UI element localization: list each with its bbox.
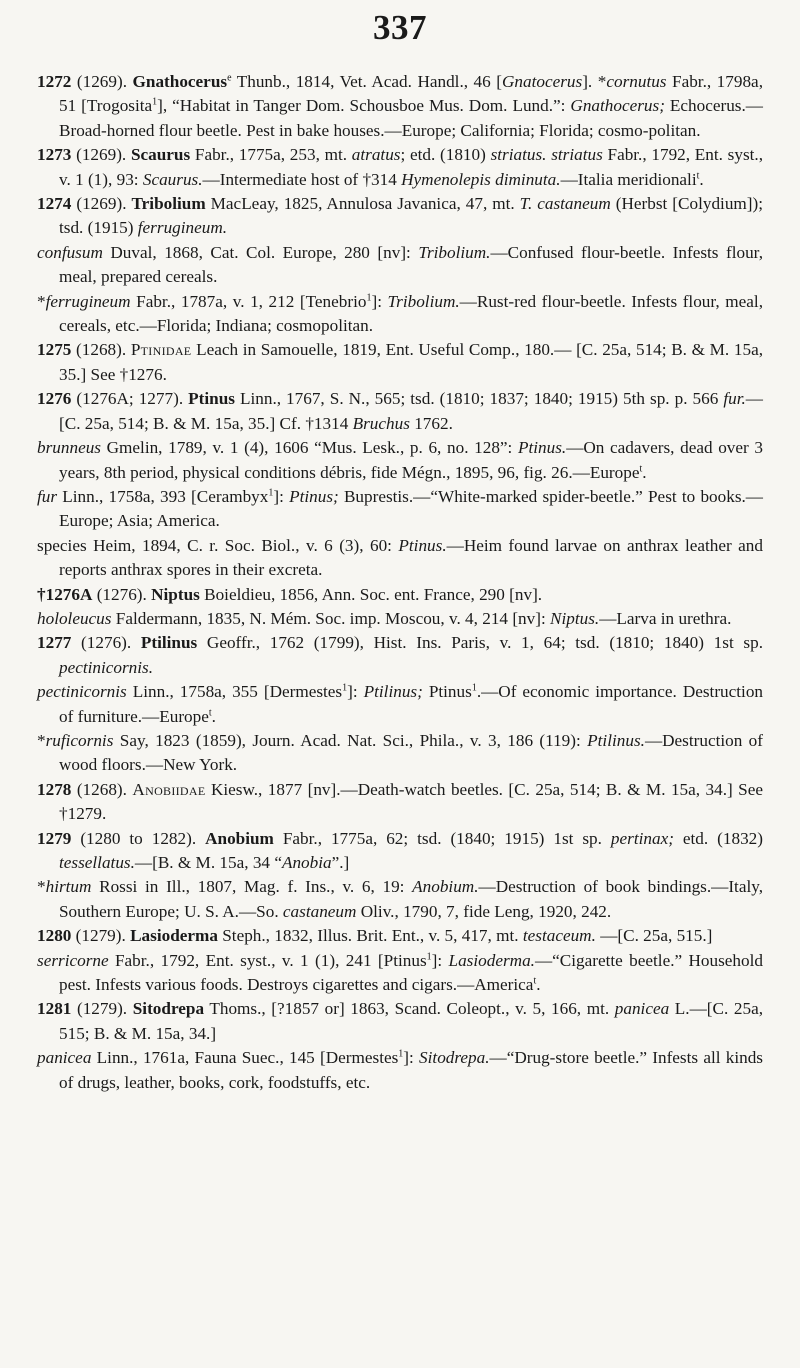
entry-text: Rossi in Ill., 1807, Mag. f. Ins., v. 6, 19: <box>91 877 413 897</box>
entry-text: ”.] <box>331 853 350 872</box>
entry-text: —“Drug-store beetle.” Infests all kinds of drugs, leather, books, cork, foodstuffs, etc. <box>59 1048 763 1092</box>
family-name: Anobiidae <box>132 779 206 799</box>
entry-number: 1273 <box>37 145 72 165</box>
genus-entry <box>37 192 763 241</box>
entry-text: Fabr., 1787a, v. 1, 212 [Tenebrio <box>130 291 367 311</box>
entry-text: Fabr., 1775a, 253, mt. <box>190 145 352 165</box>
species-entry <box>37 680 763 729</box>
entry-text: —Heim found larvae on anthrax leather and reports anthrax spores in their excreta. <box>59 535 763 580</box>
entry-text: 1762. <box>409 413 453 433</box>
taxon-name: Ptilinus; <box>363 682 423 702</box>
entry-text: —Intermediate host of †314 <box>202 169 402 189</box>
entry-text: Steph., 1832, Illus. Brit. Ent., v. 5, 417, mt. <box>217 926 523 946</box>
superscript: 1 <box>471 682 477 694</box>
entry-text: ], “Habitat in Tanger Dom. Schousboe Mus. Dom. Lund.”: <box>157 96 571 116</box>
taxon-name: striatus <box>551 145 603 165</box>
taxon-name: Bruchus <box>352 413 410 433</box>
genus-name: Tribolium <box>131 194 206 214</box>
genus-name: Scaurus <box>130 145 191 165</box>
entry-text: MacLeay, 1825, Annulosa Javanica, 47, mt. <box>205 194 520 214</box>
species-entry <box>37 436 763 485</box>
taxon-name: panicea <box>614 999 670 1019</box>
superscript: 1 <box>398 1048 404 1060</box>
entry-text: —[B. & M. 15a, 34 “ <box>134 853 282 872</box>
genus-entry <box>37 924 763 948</box>
entry-number: †1276A <box>37 584 93 604</box>
taxon-name: atratus <box>351 145 401 165</box>
taxon-name: pertinax; <box>610 828 674 848</box>
taxon-name: Hymenolepis diminuta. <box>401 169 561 189</box>
genus-entry <box>37 338 763 387</box>
taxon-name: panicea <box>37 1048 92 1068</box>
taxon-name: Gnathocerus; <box>570 96 665 116</box>
family-name: Ptinidae <box>130 340 192 360</box>
entry-text: Ptinus <box>422 682 472 702</box>
entry-text: Faldermann, 1835, N. Mém. Soc. imp. Moscou, v. 4, 214 [nv]: <box>111 608 551 628</box>
superscript: t <box>533 975 537 987</box>
entry-text: (1279). <box>71 926 131 946</box>
entry-text: (Herbst [Colydium]); tsd. (1915) <box>59 194 764 238</box>
entry-text: (1268). <box>71 340 131 360</box>
superscript: 1 <box>152 96 158 108</box>
genus-name: Ptinus <box>188 389 235 409</box>
genus-entry <box>37 70 763 143</box>
species-entry <box>37 875 763 924</box>
entry-text: —[C. 25a, 514; B. & M. 15a, 35.] Cf. †1314 <box>59 389 763 433</box>
taxon-name: T. castaneum <box>519 194 611 214</box>
entry-text: L.—[C. 25a, 515; B. & M. 15a, 34.] <box>59 999 763 1043</box>
taxon-name: castaneum <box>282 901 357 921</box>
species-entry <box>37 607 763 631</box>
taxon-name: Ptinus. <box>398 535 447 555</box>
genus-entry <box>37 997 763 1046</box>
superscript: e <box>227 72 232 84</box>
entry-text: ]: <box>403 1048 420 1068</box>
entry-text: . <box>536 975 541 995</box>
genus-name: Gnathocerus <box>132 72 228 91</box>
taxon-name: Ptinus. <box>517 438 567 458</box>
taxon-name: testaceum. <box>522 926 596 946</box>
entry-text: ]: <box>347 682 364 702</box>
taxon-name: Niptus. <box>550 608 600 628</box>
taxon-name: Sitodrepa. <box>419 1048 490 1068</box>
taxon-name: ferrugineum. <box>137 218 228 238</box>
species-entry <box>37 241 763 290</box>
entry-text: Say, 1823 (1859), Journ. Acad. Nat. Sci., Phila., v. 3, 186 (119): <box>113 730 588 750</box>
taxon-name: brunneus <box>37 438 101 458</box>
entry-text: (1276). <box>71 633 141 653</box>
genus-entry <box>37 631 763 680</box>
entry-text: . <box>211 706 216 726</box>
entry-number: 1280 <box>37 926 72 946</box>
genus-name: Ptilinus <box>140 633 198 653</box>
entry-text: Geoffr., 1762 (1799), Hist. Ins. Paris, v. 1, 64; tsd. (1810; 1840) 1st sp. <box>197 633 763 653</box>
genus-entry <box>37 778 763 827</box>
entry-number: 1279 <box>37 828 72 848</box>
entry-text: Thoms., [?1857 or] 1863, Scand. Coleopt., v. 5, 166, mt. <box>204 999 615 1019</box>
taxon-name: cornutus <box>606 72 667 91</box>
entry-text: Kiesw., 1877 [nv].—Death-watch beetles. [C. 25a, 514; B. & M. 15a, 34.] See †1279. <box>59 779 763 824</box>
entry-text: —“Cigarette beetle.” Household pest. Infests various foods. Destroys cigarettes and cigars.—America <box>59 950 763 995</box>
entry-text: ]: <box>431 950 449 970</box>
entry-text: Linn., 1761a, Fauna Suec., 145 [Dermestes <box>91 1048 399 1068</box>
entry-text: (1276A; 1277). <box>71 389 189 409</box>
taxon-name: ferrugineum <box>45 291 131 311</box>
taxon-name: Anobium. <box>412 877 479 897</box>
entry-text: .—Of economic importance. Destruction of furniture.—Europe <box>59 682 764 726</box>
entry-text: (1269). <box>71 145 131 165</box>
entry-text: Oliv., 1790, 7, fide Leng, 1920, 242. <box>356 901 612 921</box>
taxon-name: tessellatus. <box>59 853 135 872</box>
entry-number: 1274 <box>37 194 72 214</box>
species-entry <box>37 1046 763 1095</box>
genus-entry <box>37 583 763 607</box>
taxon-name: Lasioderma. <box>448 950 535 970</box>
entry-text: . <box>642 462 647 482</box>
superscript: t <box>208 706 212 718</box>
entry-text: —Confused flour-beetle. Infests flour, meal, prepared cereals. <box>59 242 763 287</box>
taxon-name: serricorne <box>37 950 109 970</box>
superscript: 1 <box>426 950 432 962</box>
entry-text: (1269). <box>71 194 132 214</box>
entry-text: ]. * <box>582 72 607 91</box>
species-entry <box>37 729 763 778</box>
taxon-name: Tribolium. <box>387 291 460 311</box>
taxon-name: striatus. <box>490 145 547 165</box>
genus-name: Sitodrepa <box>132 999 205 1019</box>
entry-text: Linn., 1758a, 393 [Cerambyx <box>57 486 269 506</box>
taxon-name: Anobia <box>281 853 332 872</box>
entry-text: Fabr., 1792, Ent. syst., v. 1 (1), 241 [Ptinus <box>108 950 427 970</box>
entry-text: Thunb., 1814, Vet. Acad. Handl., 46 [ <box>231 72 502 91</box>
entry-text: —Destruction of book bindings.—Italy, Southern Europe; U. S. A.—So. <box>59 877 764 921</box>
taxon-name: Tribolium. <box>418 242 491 262</box>
taxon-name: Ptinus; <box>289 486 339 506</box>
entry-text: Fabr., 1792, Ent. syst., v. 1 (1), 93: <box>59 145 764 189</box>
genus-entry <box>37 143 763 192</box>
taxon-name: Gnatocerus <box>502 72 583 91</box>
entry-text: Gmelin, 1789, v. 1 (4), 1606 “Mus. Lesk., p. 6, no. 128”: <box>100 438 518 458</box>
entry-text: * <box>37 291 46 311</box>
taxon-name: pectinicornis. <box>59 657 154 677</box>
page-number: 337 <box>373 8 427 47</box>
entry-text: Linn., 1767, S. N., 565; tsd. (1810; 1837; 1840; 1915) 5th sp. p. 566 <box>234 389 724 409</box>
genus-entry <box>37 827 763 876</box>
species-entry <box>37 290 763 339</box>
entry-text: Echocerus.—Broad-horned flour beetle. Pest in bake houses.—Europe; California; Florida; cosmo-politan. <box>59 96 763 140</box>
entry-text: Boieldieu, 1856, Ann. Soc. ent. France, 290 [nv]. <box>199 584 543 604</box>
species-entry <box>37 485 763 534</box>
entry-text: —[C. 25a, 515.] <box>595 926 713 946</box>
entry-text: (1279). <box>71 999 133 1019</box>
superscript: 1 <box>366 291 372 303</box>
entry-text: Leach in Samouelle, 1819, Ent. Useful Comp., 180.— [C. 25a, 514; B. & M. 15a, 35.] See †1276. <box>59 340 763 384</box>
entry-text: (1276). <box>92 584 152 604</box>
superscript: t <box>639 462 643 474</box>
entry-text: . <box>699 169 704 189</box>
entry-text: ]: <box>371 291 388 311</box>
entry-text: —Larva in urethra. <box>599 608 732 628</box>
superscript: 1 <box>268 487 274 499</box>
entry-text: Duval, 1868, Cat. Col. Europe, 280 [nv]: <box>102 242 419 262</box>
superscript: 1 <box>342 682 348 694</box>
entry-text: species Heim, 1894, C. r. Soc. Biol., v. 6 (3), 60: <box>37 535 399 555</box>
entry-text: Fabr., 1798a, 51 [Trogosita <box>59 72 763 116</box>
taxon-name: fur. <box>723 389 746 409</box>
entry-text: Fabr., 1775a, 62; tsd. (1840; 1915) 1st sp. <box>273 828 611 848</box>
entry-number: 1275 <box>37 340 72 360</box>
genus-name: Lasioderma <box>130 926 218 946</box>
entry-text: ; etd. (1810) <box>400 145 491 165</box>
taxon-name: hirtum <box>45 877 92 897</box>
entry-text: —Rust-red flour-beetle. Infests flour, meal, cereals, etc.—Florida; Indiana; cosmopolitan. <box>59 291 763 336</box>
taxon-name: Scaurus. <box>142 169 203 189</box>
entry-text: —Italia meridionali <box>560 169 697 189</box>
entry-text: * <box>37 877 46 897</box>
taxon-name: pectinicornis <box>37 682 127 702</box>
entry-text: (1268). <box>71 779 133 799</box>
entry-text: * <box>37 730 46 750</box>
entry-text: Linn., 1758a, 355 [Dermestes <box>126 682 343 702</box>
taxon-name: ruficornis <box>45 730 114 750</box>
species-entry <box>37 534 763 583</box>
entry-text: etd. (1832) <box>673 828 763 848</box>
entry-number: 1278 <box>37 779 72 799</box>
entry-text: (1280 to 1282). <box>71 828 206 848</box>
entry-text: (1269). <box>71 72 133 91</box>
entry-number: 1277 <box>37 633 72 653</box>
entry-text: ]: <box>273 486 290 506</box>
genus-name: Niptus <box>151 584 200 604</box>
entry-text: Buprestis.—“White-marked spider-beetle.” Pest to books.—Europe; Asia; America. <box>59 486 763 531</box>
taxon-name: Ptilinus. <box>587 730 645 750</box>
taxon-name: hololeucus <box>37 608 112 628</box>
genus-name: Anobium <box>205 828 274 848</box>
taxon-name: confusum <box>37 242 103 262</box>
entry-number: 1281 <box>37 999 72 1019</box>
superscript: t <box>696 169 700 181</box>
entry-text: —Destruction of wood floors.—New York. <box>59 730 763 775</box>
taxon-name: fur <box>37 486 58 506</box>
entry-number: 1276 <box>37 389 72 409</box>
entry-list <box>37 70 763 1095</box>
entry-text: —On cadavers, dead over 3 years, 8th period, physical conditions débris, fide Mégn., 1895, 96, fig. 26.—Europe <box>59 438 763 482</box>
genus-entry <box>37 387 763 436</box>
species-entry <box>37 949 763 998</box>
entry-number: 1272 <box>37 72 72 91</box>
